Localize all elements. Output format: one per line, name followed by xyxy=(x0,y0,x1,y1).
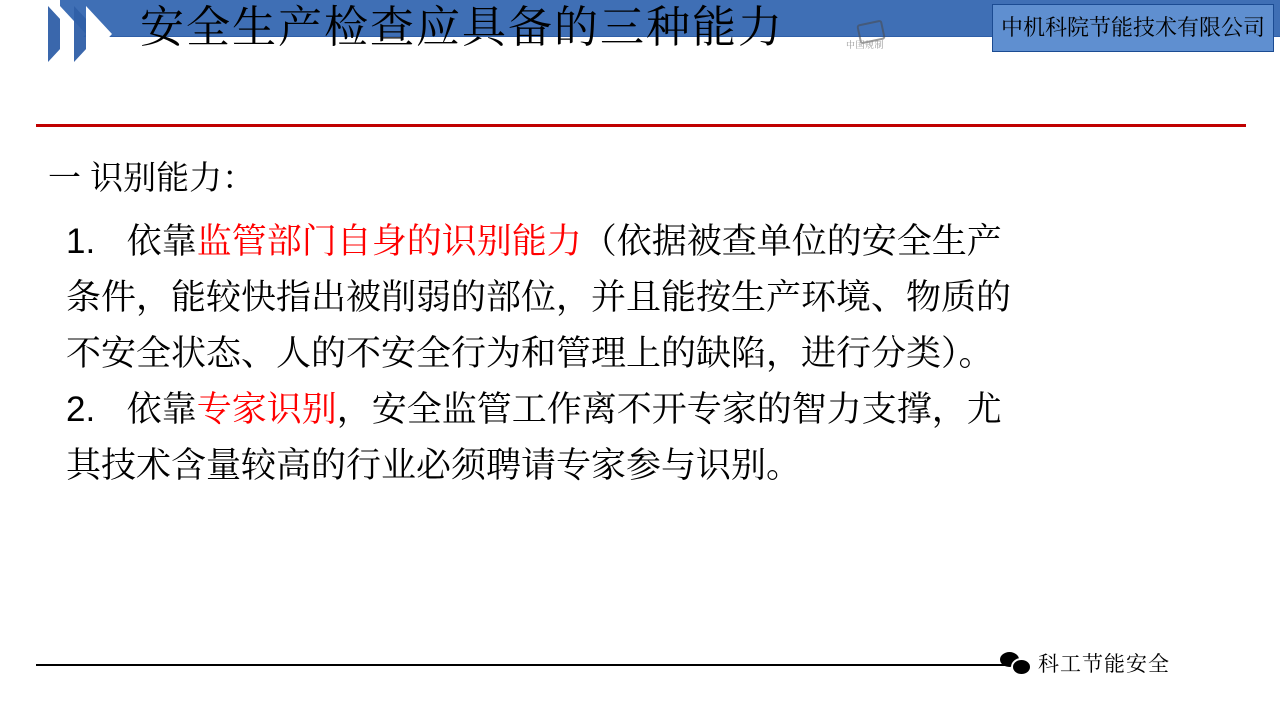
list-item-1-number: 1. xyxy=(66,222,96,261)
footer-divider xyxy=(36,664,986,666)
slide-header xyxy=(0,0,1280,68)
wechat-icon xyxy=(1000,651,1030,675)
title-divider xyxy=(36,124,1246,127)
list-item-1-rest: （依据被查单位的安全生产 xyxy=(581,222,1002,261)
list-item-1-line-2: 条件，能较快指出被削弱的部位，并且能按生产环境、物质的 xyxy=(66,278,1012,317)
list-item-2-highlight: 专家识别 xyxy=(196,390,337,429)
page-title: 安全生产检查应具备的三种能力 xyxy=(140,2,784,53)
list-item-1-lead: 依靠 xyxy=(126,222,197,261)
list-item-2-rest: ，安全监管工作离不开专家的智力支撑，尤 xyxy=(336,390,1002,429)
section-label: 一 识别能力： xyxy=(48,159,256,196)
list-item-2-line-2: 其技术含量较高的行业必须聘请专家参与识别。 xyxy=(66,446,802,485)
list-item-1-highlight: 监管部门自身的识别能力 xyxy=(196,222,582,261)
list-item-2-lead: 依靠 xyxy=(126,390,197,429)
slide-body xyxy=(0,150,1280,494)
list-item-1-line-1 xyxy=(66,214,1280,270)
list-item-2-number: 2. xyxy=(66,390,96,429)
list-item-2-line-1 xyxy=(66,382,1280,438)
watermark-label: 中国规制 xyxy=(846,40,885,50)
footer-brand-label: 科工节能安全 xyxy=(1038,653,1170,676)
footer-brand xyxy=(1000,648,1170,678)
chevron-right-inner-icon-2 xyxy=(86,6,112,62)
watermark-logo xyxy=(846,22,898,56)
company-badge: 中机科院节能技术有限公司 xyxy=(992,4,1274,52)
list-item-1-line-3: 不安全状态、人的不安全行为和管理上的缺陷，进行分类）。 xyxy=(66,334,994,373)
